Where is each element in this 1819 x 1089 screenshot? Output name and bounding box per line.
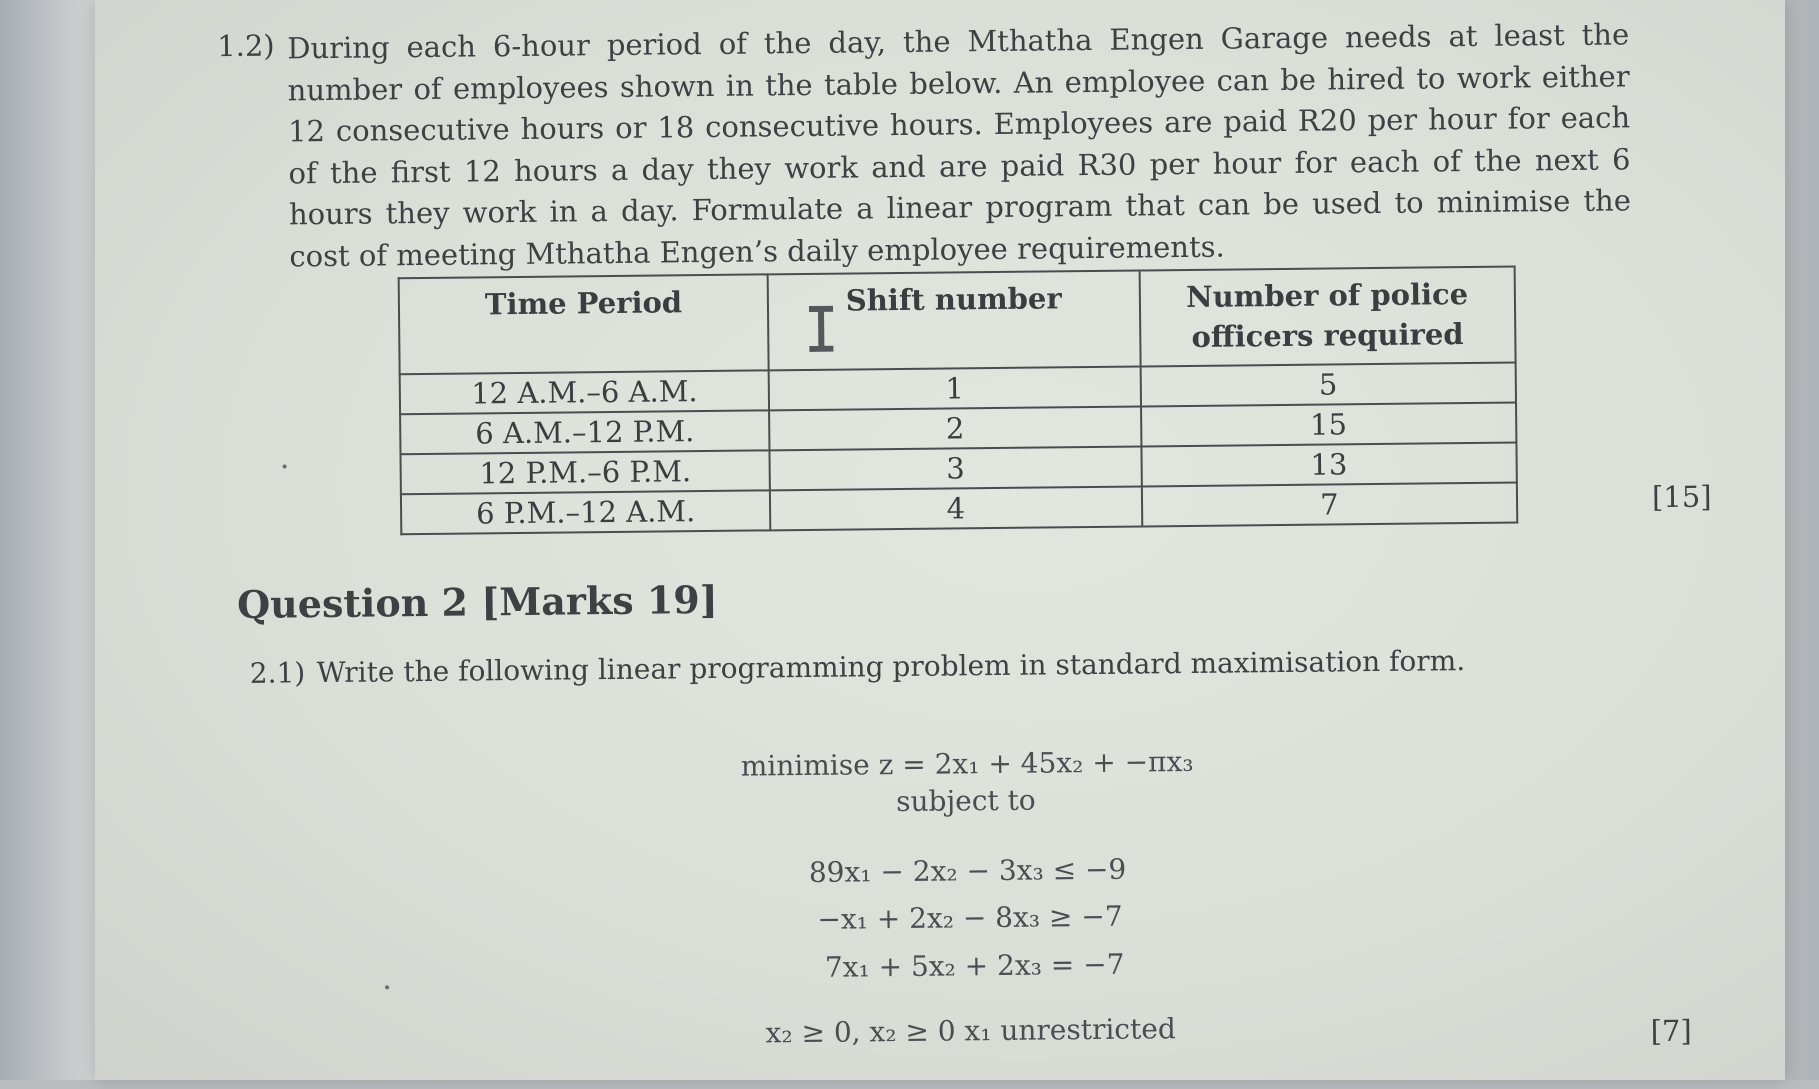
- question-2-1-text: Write the following linear programming problem in standard maximisation form.: [316, 644, 1466, 690]
- shift-requirements-table: [398, 266, 1519, 536]
- paper-speck: [385, 985, 389, 989]
- subject-to-label: subject to: [895, 783, 1036, 819]
- sign-restrictions: x₂ ≥ 0, x₂ ≥ 0 x₁ unrestricted: [765, 1012, 1176, 1050]
- question-1-2-text: During each 6-hour period of the day, the Mthatha Engen Garage needs at least the number of employees shown in the table below. An employee can be hired to work either 12 consecutive hours or 18 consecutive hours. Employees are paid R20 per hour for each of the first 12 hours a day they work and are paid R30 per hour for each of the next 6 hours they work in a day. Formulate a linear program that can be used to minimise the cost of meeting Mthatha Engen’s daily employee requirements.: [287, 17, 1632, 273]
- time-period-cell: 12 A.M.–6 A.M.: [400, 370, 770, 414]
- officers-required-cell: 15: [1141, 403, 1517, 447]
- officers-required-cell: 7: [1141, 483, 1517, 527]
- question-2-1-number: 2.1): [249, 656, 306, 690]
- constraint-3: 7x₁ + 5x₂ + 2x₃ = −7: [824, 947, 1125, 984]
- time-period-cell: 6 A.M.–12 P.M.: [400, 410, 770, 454]
- constraint-1: 89x₁ − 2x₂ − 3x₃ ≤ −9: [808, 852, 1127, 889]
- question-2-heading: Question 2 [Marks 19]: [236, 576, 718, 627]
- question-1-2-marks: [15]: [1651, 479, 1712, 515]
- header-officers-required: Number of police officers required: [1139, 267, 1515, 367]
- text-cursor-icon: [806, 306, 836, 352]
- officers-required-cell: 13: [1141, 443, 1517, 487]
- officers-required-cell: 5: [1140, 363, 1516, 407]
- time-period-cell: 12 P.M.–6 P.M.: [400, 450, 770, 494]
- header-shift-number: Shift number: [768, 270, 1140, 370]
- header-time-period: Time Period: [399, 274, 769, 374]
- paper-speck: [283, 464, 287, 468]
- question-2-1-marks: [7]: [1650, 1013, 1692, 1049]
- shift-number-cell: 4: [770, 486, 1142, 530]
- shift-number-cell: 2: [769, 406, 1141, 450]
- shift-number-cell: 1: [769, 366, 1141, 410]
- question-1-2-number: 1.2): [217, 28, 275, 64]
- time-period-cell: 6 P.M.–12 A.M.: [401, 490, 771, 534]
- table-header-row: [399, 267, 1516, 375]
- shift-number-cell: 3: [770, 446, 1142, 490]
- objective-function: minimise z = 2x₁ + 45x₂ + −πx₃: [740, 744, 1194, 783]
- constraint-2: −x₁ + 2x₂ − 8x₃ ≥ −7: [817, 899, 1123, 936]
